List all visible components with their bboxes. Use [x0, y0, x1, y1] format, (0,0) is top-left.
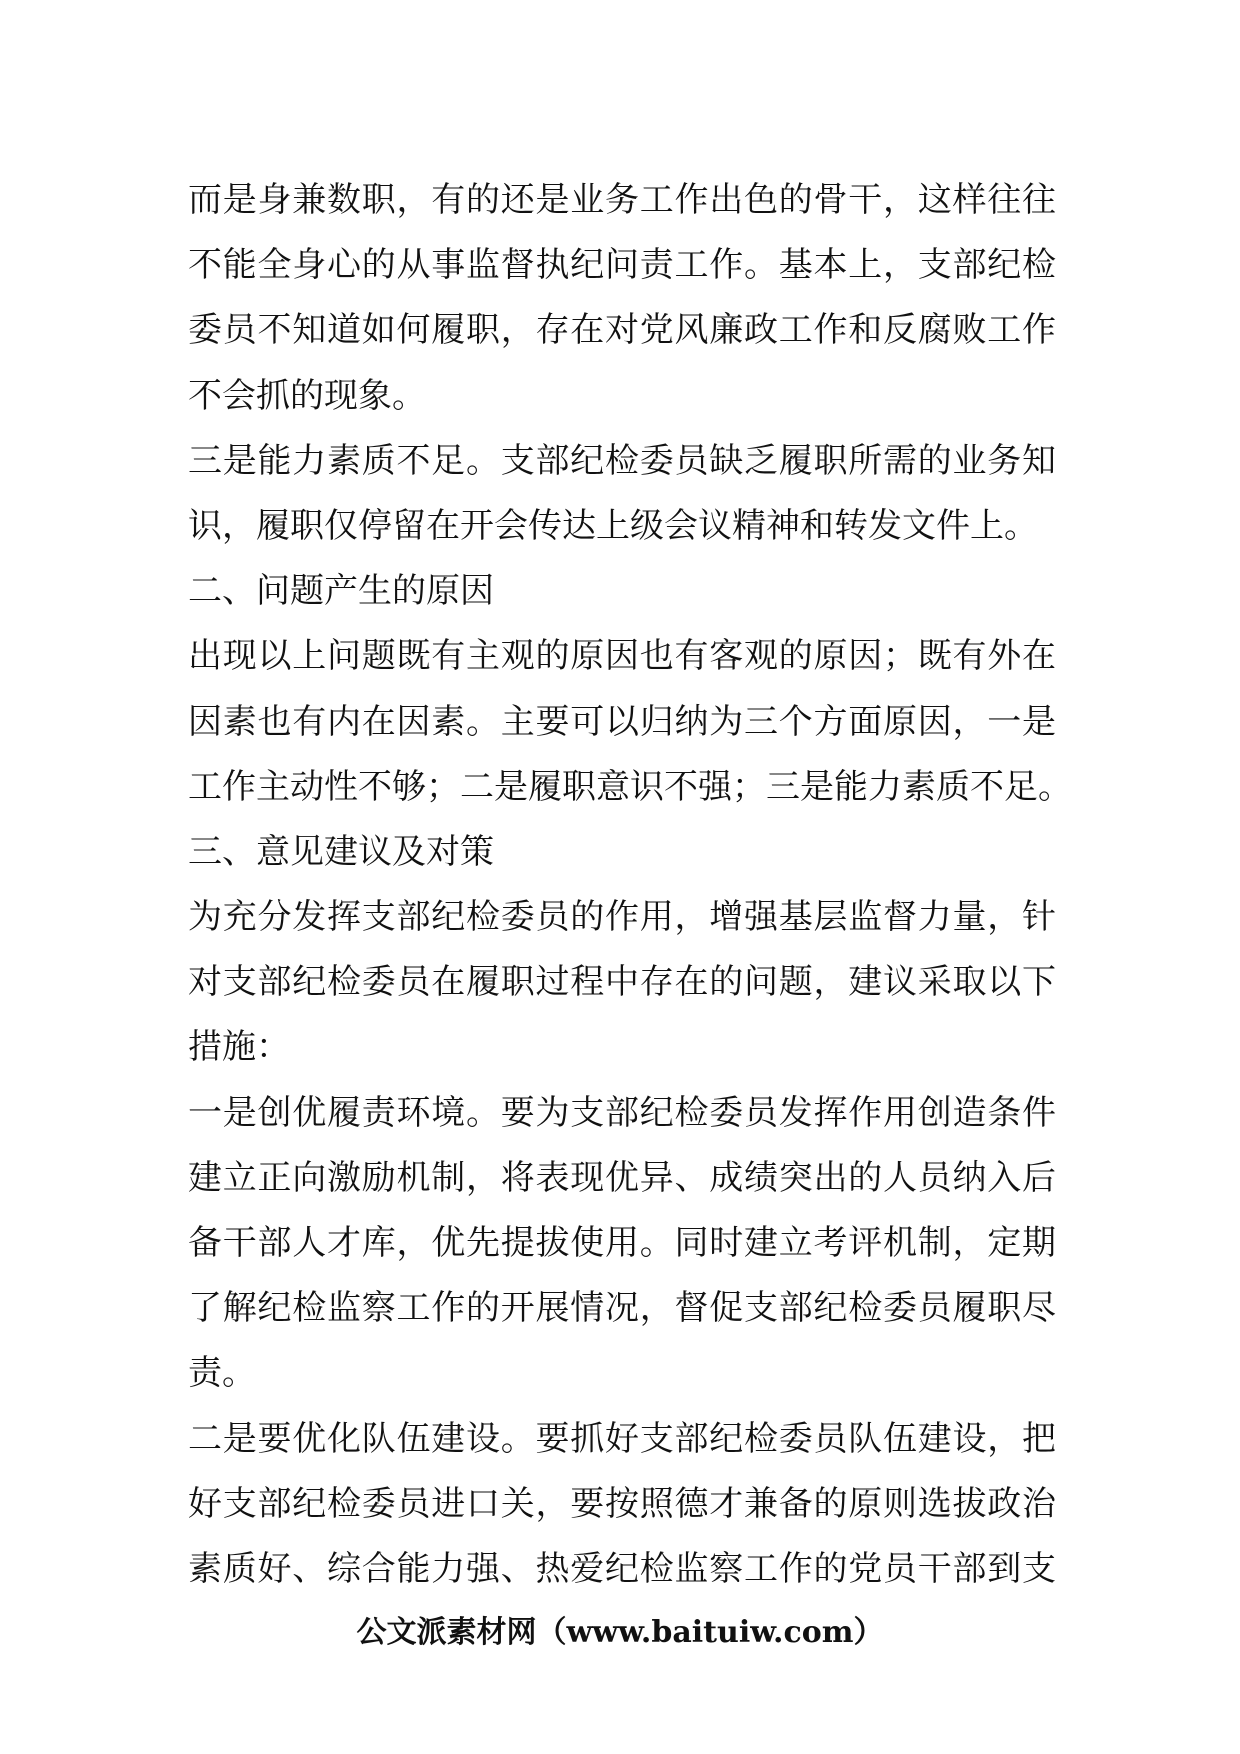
body-line-5: 三是能力素质不足。支部纪检委员缺乏履职所需的业务知	[188, 440, 1056, 481]
body-line-14: 措施：	[188, 1027, 290, 1068]
body-line-6: 识，履职仅停留在开会传达上级会议精神和转发文件上。	[188, 505, 1038, 546]
body-line-16: 建立正向激励机制，将表现优异、成绩突出的人员纳入后	[188, 1157, 1056, 1198]
document-body	[188, 168, 1072, 1602]
body-line-10: 工作主动性不够；二是履职意识不强；三是能力素质不足。	[188, 766, 1072, 807]
section-heading-suggestions: 三、意见建议及对策	[188, 831, 494, 872]
body-line-19: 责。	[188, 1353, 256, 1394]
body-line-13: 对支部纪检委员在履职过程中存在的问题，建议采取以下	[188, 962, 1056, 1003]
body-line-3: 委员不知道如何履职，存在对党风廉政工作和反腐败工作	[188, 310, 1056, 351]
body-line-17: 备干部人才库，优先提拔使用。同时建立考评机制，定期	[188, 1223, 1056, 1263]
body-line-1: 而是身兼数职，有的还是业务工作出色的骨干，这样往往	[188, 180, 1056, 220]
body-line-9: 因素也有内在因素。主要可以归纳为三个方面原因，一是	[188, 701, 1056, 742]
body-line-2: 不能全身心的从事监督执纪问责工作。基本上，支部纪检	[188, 245, 1056, 286]
body-line-21: 好支部纪检委员进口关，要按照德才兼备的原则选拔政治	[188, 1483, 1056, 1524]
body-line-18: 了解纪检监察工作的开展情况，督促支部纪检委员履职尽	[188, 1288, 1056, 1329]
body-line-15: 一是创优履责环境。要为支部纪检委员发挥作用创造条件	[188, 1092, 1056, 1133]
section-heading-causes: 二、问题产生的原因	[188, 571, 494, 612]
body-line-12: 为充分发挥支部纪检委员的作用，增强基层监督力量，针	[188, 897, 1056, 938]
footer-source-text: 公文派素材网（www.baituiw.com）	[356, 1615, 884, 1650]
body-line-20: 二是要优化队伍建设。要抓好支部纪检委员队伍建设，把	[188, 1418, 1056, 1459]
body-line-4: 不会抓的现象。	[188, 375, 426, 416]
body-line-8: 出现以上问题既有主观的原因也有客观的原因；既有外在	[188, 636, 1056, 677]
body-line-22: 素质好、综合能力强、热爱纪检监察工作的党员干部到支	[188, 1548, 1056, 1589]
